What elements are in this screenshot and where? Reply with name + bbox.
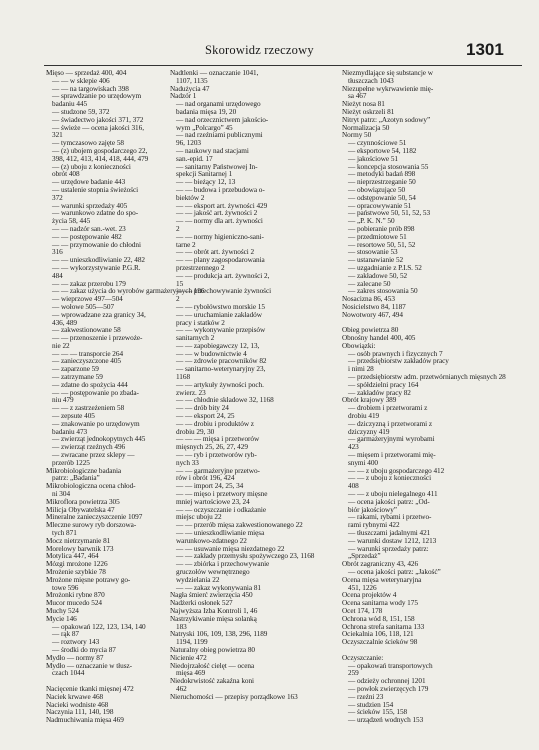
index-entry: drobiu 29, 30 [176, 427, 215, 436]
index-entry: nie 22 [52, 341, 70, 350]
index-entry: — zdatne do spożycia 444 [52, 380, 128, 389]
index-entry: — — mięso i przetwory mięsne [176, 490, 268, 499]
index-entry: — tymczasowo zajęte 58 [52, 139, 124, 148]
index-entry: drobiu 419 [348, 412, 380, 421]
index-entry: Nadmuchiwania mięsa 469 [46, 716, 124, 725]
index-entry: Niezmydlające się substancje w [342, 69, 433, 77]
index-entry: — — — mięsa i przetworów [176, 435, 260, 444]
index-entry: — — drobiu i produktów z [176, 419, 254, 428]
index-entry: — — — transporcie 264 [52, 349, 124, 358]
index-entry: — — zapobiegawczy 12, 13, [176, 341, 260, 350]
index-entry: — zakres stosowania 50 [348, 287, 418, 296]
index-entry: — — produkcja art. żywności 2, [176, 271, 270, 280]
index-entry: Ociekalnia 106, 118, 121 [342, 630, 414, 639]
index-entry: — warunki sprzedaży patrz: [348, 544, 429, 553]
index-entry: — — obrót art. żywności 2 [176, 248, 255, 257]
index-entry: — tłuszczami jadalnymi 421 [348, 529, 431, 538]
index-entry: — zanieczyszczone 405 [52, 357, 121, 366]
index-entry: Muchy 524 [46, 606, 79, 615]
index-entry: Ocena mięsa weterynaryjna [342, 575, 422, 584]
index-entry: — — oczyszczanie i odkażanie [176, 505, 266, 514]
header-rule [44, 65, 522, 66]
index-entry: — — budowa i przebudowa o- [176, 185, 265, 194]
index-entry: — urządzeń wodnych 153 [348, 716, 424, 725]
index-entry: — — zakaz użycia do wyrobów garmażeryjnych 196 [52, 287, 205, 296]
index-entry: — rzeźni 23 [348, 692, 384, 701]
index-entry: — nad orzecznictwem jakościo- [176, 115, 269, 124]
index-entry: Nieżyt oskrzeli 81 [342, 107, 395, 116]
index-entry: miejsc uboju 22 [176, 513, 222, 522]
index-entry: — naukowy nad stacjami [176, 146, 249, 155]
index-entry: Oczyszczanie: [342, 653, 384, 662]
index-entry: — zaparzone 59 [52, 365, 99, 374]
index-entry: — nad organami urzędowego [176, 100, 261, 109]
index-entry: — przedmiotowe 51 [348, 232, 407, 241]
index-entry: spekcji Sanitarnej 1 [176, 170, 233, 179]
index-entry: Nacięcenie tkanki mięsnej 472 [46, 684, 134, 693]
index-entry: obrót 408 [52, 170, 80, 179]
index-entry: 484 [52, 271, 63, 280]
page-header [0, 40, 539, 64]
index-entry: 372 [52, 193, 63, 202]
index-entry: — zakładowe 50, 52 [348, 271, 408, 280]
index-entry: Nadużycia 47 [170, 84, 210, 93]
index-entry: Obieg powietrza 80 [342, 326, 399, 335]
index-entry: — świadectwo jakości 371, 372 [52, 115, 144, 124]
index-entry: Mikrobiologiczna ocena chłod- [46, 482, 136, 491]
index-entry: — opakowań 122, 123, 134, 140 [52, 622, 146, 631]
index-entry: przestrzennego 2 [176, 263, 225, 272]
index-entry: tych 871 [52, 529, 77, 538]
index-entry: — — zdrowie pracowników 82 [176, 357, 267, 366]
index-entry: — świeże — ocena jakości 316, [52, 123, 144, 132]
index-entry: Morelowy barwnik 173 [46, 544, 114, 553]
index-entry: — przedsiębiorstw zakładów pracy [348, 357, 449, 366]
index-entry: — — przenoszenie i przewoże- [52, 334, 143, 343]
index-entry: 1107, 1135 [176, 76, 208, 85]
index-entry: — — wykorzystywanie P.G.R. [52, 263, 141, 272]
index-entry: życia 58, 445 [52, 217, 91, 226]
index-entry: — — w budownictwie 4 [176, 349, 247, 358]
index-entry: — — z uboju gospodarczego 412 [348, 466, 445, 475]
index-entry: Nieruchomości — przepisy porządkowe 163 [170, 692, 298, 701]
index-entry: — — drób bity 24 [176, 404, 229, 413]
index-entry: Oczyszczalnie ścieków 98 [342, 638, 418, 647]
index-entry: — — import 24, 25, 34 [176, 482, 244, 491]
index-entry: — uzgadnianie z P.I.S. 52 [348, 263, 422, 272]
index-entry: Normy 50 [342, 131, 372, 140]
index-entry: rami rybnymi 422 [348, 521, 400, 530]
index-entry: — zwierząt rzeźnych 496 [52, 443, 126, 452]
index-entry: — — postępowanie 482 [52, 232, 122, 241]
index-entry: — — nadzór san.-wet. 23 [52, 224, 126, 233]
index-entry: badaniu 473 [52, 427, 88, 436]
index-entry: — warunkowo zdatne do spo- [52, 209, 139, 218]
index-entry: — metodyki badań 898 [348, 170, 416, 179]
index-entry: 96, 1203 [176, 139, 201, 148]
index-entry: Mrożone mięsne potrawy go- [46, 575, 131, 584]
index-entry: — obowiązujące 50 [348, 185, 406, 194]
index-entry: Normalizacja 50 [342, 123, 390, 132]
index-entry: tarne 2 [176, 240, 196, 249]
index-entry: Mrożenie szybkie 78 [46, 568, 106, 576]
index-entry: — — zakaz przerobu 179 [52, 279, 126, 288]
index-entry: badania mięsa 19, 20 [176, 107, 237, 116]
index-entry: — sanitarny Państwowej In- [176, 162, 258, 171]
index-entry: — — usuwanie mięsa niezdatnego 22 [176, 544, 285, 553]
index-entry: — — rybołówstwo morskie 15 [176, 302, 265, 311]
page-number: 1301 [466, 40, 504, 59]
index-entry: — stosowanie 53 [348, 248, 398, 257]
index-column-3 [342, 70, 504, 725]
index-entry: — (z) ubojem gospodarczego 22, [52, 146, 148, 155]
index-entry: 398, 412, 413, 414, 418, 444, 479 [52, 154, 149, 163]
index-entry: — sanitarno-weterynaryjny 23, [176, 365, 266, 374]
index-entry: Nieżyt nosa 81 [342, 100, 385, 109]
index-entry: Mikroflora powietrza 305 [46, 497, 120, 506]
index-entry: — odstępowanie 50, 54 [348, 193, 416, 202]
index-entry: Nadżerki osłonek 527 [170, 599, 233, 608]
index-entry: Ocena projektów 4 [342, 591, 397, 600]
index-entry: Mózgi mrożone 1226 [46, 560, 108, 569]
index-entry: — — ryb i przetworów ryb- [176, 451, 257, 460]
index-entry: „Sprzedaż” [348, 552, 381, 561]
index-entry: — — z uboju nielegalnego 411 [348, 490, 438, 499]
index-entry: Nitryt patrz: „Azotyn sodowy” [342, 115, 431, 124]
index-entry: — — bieżący 12, 13 [176, 178, 236, 187]
index-entry: zwierz. 23 [176, 388, 206, 397]
index-entry: — rąk 87 [52, 630, 79, 639]
index-entry: gruczołów wewnętrznego [176, 568, 250, 576]
index-entry: Natryski 106, 109, 138, 296, 1189 [170, 630, 268, 639]
index-entry: — eksportowe 54, 1182 [348, 146, 417, 155]
index-entry: badaniu 445 [52, 100, 88, 109]
index-entry: Mydło — oznaczanie w tłusz- [46, 661, 133, 670]
index-entry: Niedojrzałość cielęt — ocena [170, 661, 255, 670]
index-entry: biór jakościowy” [348, 505, 397, 514]
index-entry: — ocena jakości patrz: „Od- [348, 497, 430, 506]
index-entry: — zakwestionowane 58 [52, 326, 121, 335]
index-entry: — „P. K. N.” 50 [348, 217, 395, 226]
index-entry: pracy i statków 2 [176, 318, 225, 327]
index-entry: — pobieranie prób 898 [348, 224, 415, 233]
index-entry: — — wykonywanie przepisów [176, 326, 266, 335]
index-entry: Mineralne zanieczyszczenie 1097 [46, 513, 143, 522]
index-entry: Nowotwory 467, 494 [342, 310, 403, 319]
index-entry: Niezupełne wykrwawienie mię- [342, 84, 434, 93]
index-entry: — garmażeryjnymi wyrobami [348, 435, 435, 444]
index-entry: — zwracane przez sklepy — [52, 451, 135, 460]
index-entry: — — eksport art. żywności 429 [176, 201, 268, 210]
index-entry: — przedsiębiorstw adm. przetwórnianych mięsnych 28 [348, 373, 506, 382]
index-entry: — — normy higieniczno-sani- [176, 232, 264, 241]
index-entry: 259 [348, 669, 359, 678]
index-entry: — — zbiórka i przechowywanie [176, 560, 270, 569]
index-entry: — warunki sprzedaży 405 [52, 201, 128, 210]
index-entry: — koncepcja stosowania 55 [348, 162, 429, 171]
index-entry: sa 467 [348, 92, 367, 101]
index-entry: — opracowywanie 51 [348, 201, 412, 210]
index-entry: Ocena sanitarna wody 175 [342, 599, 418, 608]
index-entry: — czynnościowe 51 [348, 139, 407, 148]
index-entry: — drobiem i przetworami z [348, 404, 428, 413]
index-entry: Obnośny handel 400, 405 [342, 334, 416, 343]
index-entry: Nadzór 1 [170, 92, 197, 101]
index-entry: — zakładów pracy 82 [348, 388, 411, 397]
index-entry: Obowiązki: [342, 341, 376, 350]
index-entry: Nadtlenki — oznaczanie 1041, [170, 69, 259, 77]
index-entry: niu 479 [52, 396, 74, 405]
index-entry: 1194, 1199 [176, 638, 208, 647]
index-entry: 423 [348, 443, 359, 452]
index-entry: — państwowe 50, 51, 52, 53 [348, 209, 431, 218]
index-entry: 1168 [176, 373, 191, 382]
index-entry: — — chłodnie składowe 32, 1168 [176, 396, 274, 405]
index-entry: — — na targowiskach 398 [52, 84, 129, 93]
index-column-2 [170, 70, 330, 702]
index-entry: i nimi 28 [348, 365, 374, 374]
index-entry: Mięso — sprzedaż 400, 404 [46, 69, 127, 77]
index-entry: 15 [176, 279, 184, 288]
index-entry: — sprawdzanie po urzędowym [52, 92, 142, 101]
index-entry: — rakami, rybami i przetwo- [348, 513, 432, 522]
index-entry: — zwierząt jednokopytnych 445 [52, 435, 146, 444]
index-entry: — dziczyzną i przetworami z [348, 419, 432, 428]
index-entry: — powłok zwierzęcych 179 [348, 684, 429, 693]
running-head-title: Skorowidz rzeczowy [205, 43, 314, 57]
index-entry: 408 [348, 482, 359, 491]
index-entry: 462 [176, 684, 187, 693]
index-entry: Mucor mucedo 524 [46, 599, 102, 608]
index-entry: patrz: „Badania” [52, 474, 100, 483]
index-entry: Obrót krajowy 389 [342, 396, 397, 405]
index-entry: 183 [176, 622, 187, 631]
index-entry: — — artykuły żywności poch. [176, 380, 264, 389]
index-entry: Naczynia 111, 140, 198 [46, 708, 114, 717]
index-entry: — ocena jakości patrz: „Jakość” [348, 568, 441, 576]
index-entry: Mydło — normy 87 [46, 653, 104, 662]
index-entry: — — garmażeryjne przetwo- [176, 466, 260, 475]
index-entry: Ochrona wód 8, 151, 158 [342, 614, 415, 623]
index-entry: — — z zastrzeżeniem 58 [52, 404, 125, 413]
index-entry: Ochrona strefa sanitarna 133 [342, 622, 425, 631]
index-entry: — mięsem i przetworami mię- [348, 451, 436, 460]
index-entry: — — zakłady przemysłu spożywczego 23, 1168 [176, 552, 315, 561]
index-entry: — — plany zagospodarowania [176, 256, 265, 265]
index-entry: — osób prawnych i fizycznych 7 [348, 349, 443, 358]
index-entry: san.-epid. 17 [176, 154, 213, 163]
index-entry: — ścieków 155, 158 [348, 708, 408, 717]
index-entry: — — unieszkodliwianie mięsa [176, 529, 265, 538]
index-entry: — środki do mycia 87 [52, 645, 116, 654]
index-entry: Naturalny obieg powietrza 80 [170, 645, 255, 654]
index-entry: — warunki dostaw 1212, 1213 [348, 536, 437, 545]
index-entry: — opakowań transportowych [348, 661, 433, 670]
index-entry: — spółdzielni pracy 164 [348, 380, 419, 389]
index-entry: nych 33 [176, 458, 199, 467]
index-entry: Mycie 146 [46, 614, 77, 623]
index-entry: — odzieży ochronnej 1201 [348, 677, 426, 686]
index-entry: Nosacizna 86, 453 [342, 295, 395, 304]
index-entry: tłuszczach 1043 [348, 76, 394, 85]
index-entry: wydzielania 22 [176, 575, 220, 584]
index-entry: Mikrobiologiczne badania [46, 466, 122, 475]
index-entry: — zalecane 50 [348, 279, 391, 288]
index-entry: warunkowo-zdatnego 22 [176, 536, 247, 545]
index-entry: — nad rzeźniami publicznymi [176, 131, 263, 140]
index-entry: Milicja Obywatelska 47 [46, 505, 115, 514]
index-entry: Mleczne surowy ryb dorszowa- [46, 521, 137, 530]
index-entry: — — w sklepie 406 [52, 76, 110, 85]
index-entry: Motylica 447, 464 [46, 552, 99, 561]
index-entry: — — eksport 24, 25 [176, 412, 235, 421]
index-entry: — (z) uboju z konieczności [52, 162, 131, 171]
index-entry: — studzien 154 [348, 700, 394, 709]
index-entry: — — jakość art. żywności 2 [176, 209, 258, 218]
index-entry: — — uruchamianie zakładów [176, 310, 262, 319]
index-entry: snymi 400 [348, 458, 378, 467]
index-entry: 321 [52, 131, 63, 140]
index-entry: mięsa 469 [176, 669, 206, 678]
index-entry: Mrożonki rybne 870 [46, 591, 105, 600]
index-entry: 2 [176, 224, 180, 233]
index-entry: towe 596 [52, 583, 79, 592]
index-entry: — zatrzymane 59 [52, 373, 103, 382]
index-entry: Mocz nietrzymanie 81 [46, 536, 111, 545]
index-entry: 316 [52, 248, 63, 257]
index-entry: — — normy dla art. żywności [176, 217, 263, 226]
index-entry: dziczyzny 419 [348, 427, 390, 436]
index-entry: Naciek krwawe 468 [46, 692, 104, 701]
index-entry: sanitarnych 2 [176, 334, 215, 343]
index-entry: — resortowe 50, 51, 52 [348, 240, 416, 249]
index-entry: — roztwory 143 [52, 638, 100, 647]
index-entry: mięsnych 25, 26, 27, 429 [176, 443, 248, 452]
index-entry: — wołowe 505—507 [52, 302, 115, 311]
index-entry: wym „Polcargo” 45 [176, 123, 233, 132]
index-entry: — ustalenie stopnia świeżości [52, 185, 139, 194]
index-entry: Nosicielstwo 84, 1187 [342, 302, 406, 311]
index-entry: Najwyższa Izba Kontroli 1, 46 [170, 606, 258, 615]
index-entry: rów i obrót 196, 424 [176, 474, 235, 483]
index-entry: Obrót zagraniczny 43, 426 [342, 560, 419, 569]
index-entry: — urzędowe badanie 443 [52, 178, 126, 187]
index-entry: — wieprzowe 497—504 [52, 295, 123, 304]
index-entry: — — unieszkodliwianie 22, 482 [52, 256, 145, 265]
index-entry: — ustanawianie 52 [348, 256, 404, 265]
index-entry: — studzone 59, 372 [52, 107, 110, 116]
index-entry: 451, 1226 [348, 583, 377, 592]
index-entry: — — z uboju z konieczności [348, 474, 432, 483]
index-entry: biektów 2 [176, 193, 205, 202]
index-entry: czach 1044 [52, 669, 85, 678]
index-entry: Nacieki wodniste 468 [46, 700, 109, 709]
index-entry: 2 [176, 295, 180, 304]
index-entry: — znakowanie po urzędowym [52, 419, 140, 428]
index-entry: — jakościowe 51 [348, 154, 398, 163]
index-entry: Nicienie 472 [170, 653, 207, 662]
index-entry: Ocet 174, 178 [342, 606, 383, 615]
index-entry: Niedokrwistość zakaźna koni [170, 677, 255, 686]
index-entry: — — zakaz wykonywania 81 [176, 583, 261, 592]
index-entry: — — przerób mięsa zakwestionowanego 22 [176, 521, 303, 530]
index-entry: — — przechowywanie żywności [176, 287, 272, 296]
index-entry: — nieprzestrzeganie 50 [348, 178, 416, 187]
index-entry: — — postępowanie po zbada- [52, 388, 139, 397]
index-entry: — zepsute 405 [52, 412, 95, 421]
index-entry: — wprowadzane zza granicy 34, [52, 310, 146, 319]
index-entry: mniej wartościowe 23, 24 [176, 497, 250, 506]
index-entry: — — przymowanie do chłodni [52, 240, 141, 249]
index-entry: przerób 1225 [52, 458, 90, 467]
index-entry: Nagła śmierć zwierzęcia 450 [170, 591, 253, 600]
index-entry: ni 304 [52, 490, 71, 499]
index-entry: 436, 489 [52, 318, 77, 327]
index-entry: Nastrzykiwanie mięsa solanką [170, 614, 257, 623]
